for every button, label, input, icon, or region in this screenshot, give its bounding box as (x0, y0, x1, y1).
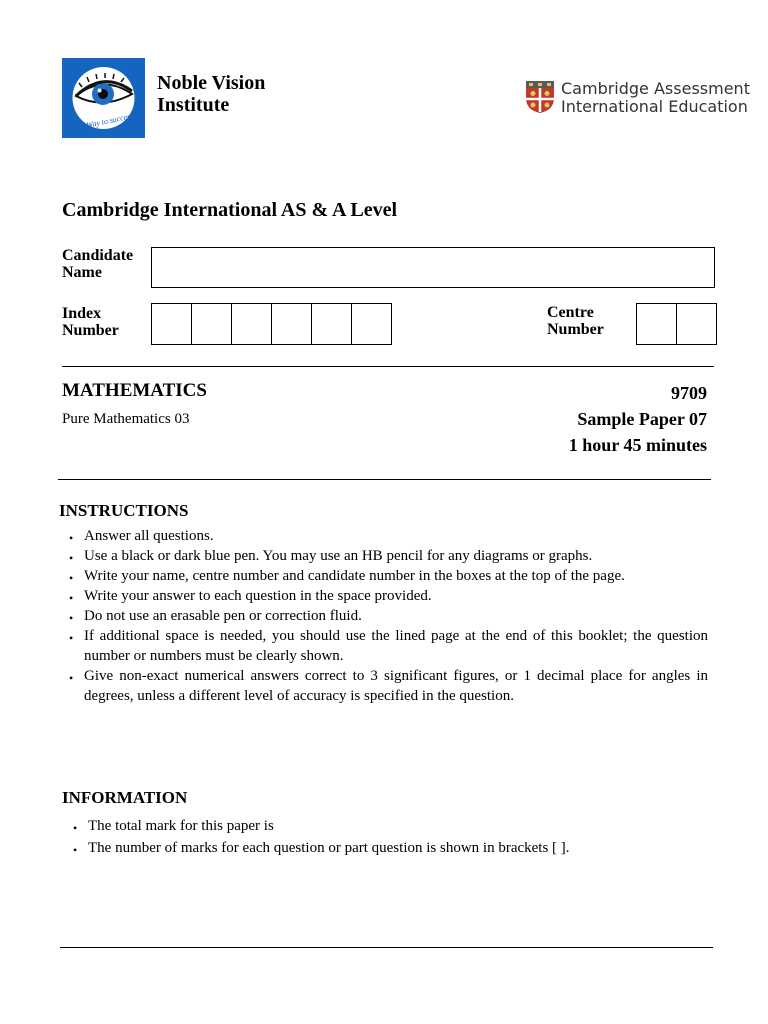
centre-digit-box[interactable] (637, 304, 677, 344)
divider (60, 947, 713, 948)
sample-paper: Sample Paper 07 (577, 409, 707, 429)
instructions-list (60, 526, 708, 706)
centre-label-line1: Centre (547, 304, 594, 321)
information-list (64, 815, 664, 859)
list-item: • The number of marks for each question or part question is shown in brackets [ ]. (64, 837, 664, 859)
cambridge-line1: Cambridge Assessment (561, 79, 750, 98)
institute-name (157, 72, 265, 116)
noble-vision-logo (62, 58, 145, 138)
list-item: • If additional space is needed, you should use the lined page at the end of this booklet; the question number or numbers must be clearly shown. (60, 626, 708, 666)
institute-name-line1: Noble Vision (157, 72, 266, 94)
paper-details (569, 380, 707, 458)
list-item: • Do not use an erasable pen or correction fluid. (60, 606, 708, 626)
index-digit-box[interactable] (352, 304, 391, 344)
list-item: • The total mark for this paper is (64, 815, 664, 837)
centre-number-label (547, 304, 604, 338)
subject-title: MATHEMATICS (62, 380, 207, 401)
qualification-title: Cambridge International AS & A Level (62, 199, 398, 221)
index-digit-box[interactable] (312, 304, 352, 344)
cambridge-shield-icon (525, 80, 555, 114)
paper-duration: 1 hour 45 minutes (568, 435, 707, 455)
candidate-name-label (62, 247, 133, 281)
cambridge-wordmark (561, 80, 750, 116)
divider (58, 479, 711, 480)
index-digit-box[interactable] (272, 304, 312, 344)
list-item: • Answer all questions. (60, 526, 708, 546)
list-item: • Use a black or dark blue pen. You may use an HB pencil for any diagrams or graphs. (60, 546, 708, 566)
paper-component: Pure Mathematics 03 (62, 411, 190, 427)
information-title: INFORMATION (62, 788, 188, 807)
index-digit-box[interactable] (192, 304, 232, 344)
index-digit-box[interactable] (232, 304, 272, 344)
centre-digit-box[interactable] (677, 304, 716, 344)
candidate-label-line1: Candidate (62, 247, 134, 264)
logo-motto: Way to success (85, 111, 135, 130)
index-number-label (62, 305, 119, 339)
instructions-title: INSTRUCTIONS (59, 501, 189, 520)
paper-code: 9709 (671, 383, 707, 403)
list-item: • Write your answer to each question in the space provided. (60, 586, 708, 606)
index-label-line1: Index (62, 305, 102, 322)
cambridge-line2: International Education (561, 97, 748, 116)
list-item: • Give non-exact numerical answers correct to 3 significant figures, or 1 decimal place for angles in degrees, unless a different level of accuracy is specified in the question. (60, 666, 708, 706)
cambridge-logo (525, 80, 750, 116)
institute-name-line2: Institute (157, 94, 230, 116)
candidate-label-line2: Name (62, 264, 102, 281)
index-number-field[interactable] (151, 303, 392, 345)
index-digit-box[interactable] (152, 304, 192, 344)
centre-label-line2: Number (547, 321, 604, 338)
candidate-name-field[interactable] (151, 247, 715, 288)
centre-number-field[interactable] (636, 303, 717, 345)
index-label-line2: Number (62, 322, 119, 339)
divider (62, 366, 714, 367)
list-item: • Write your name, centre number and candidate number in the boxes at the top of the page. (60, 566, 708, 586)
